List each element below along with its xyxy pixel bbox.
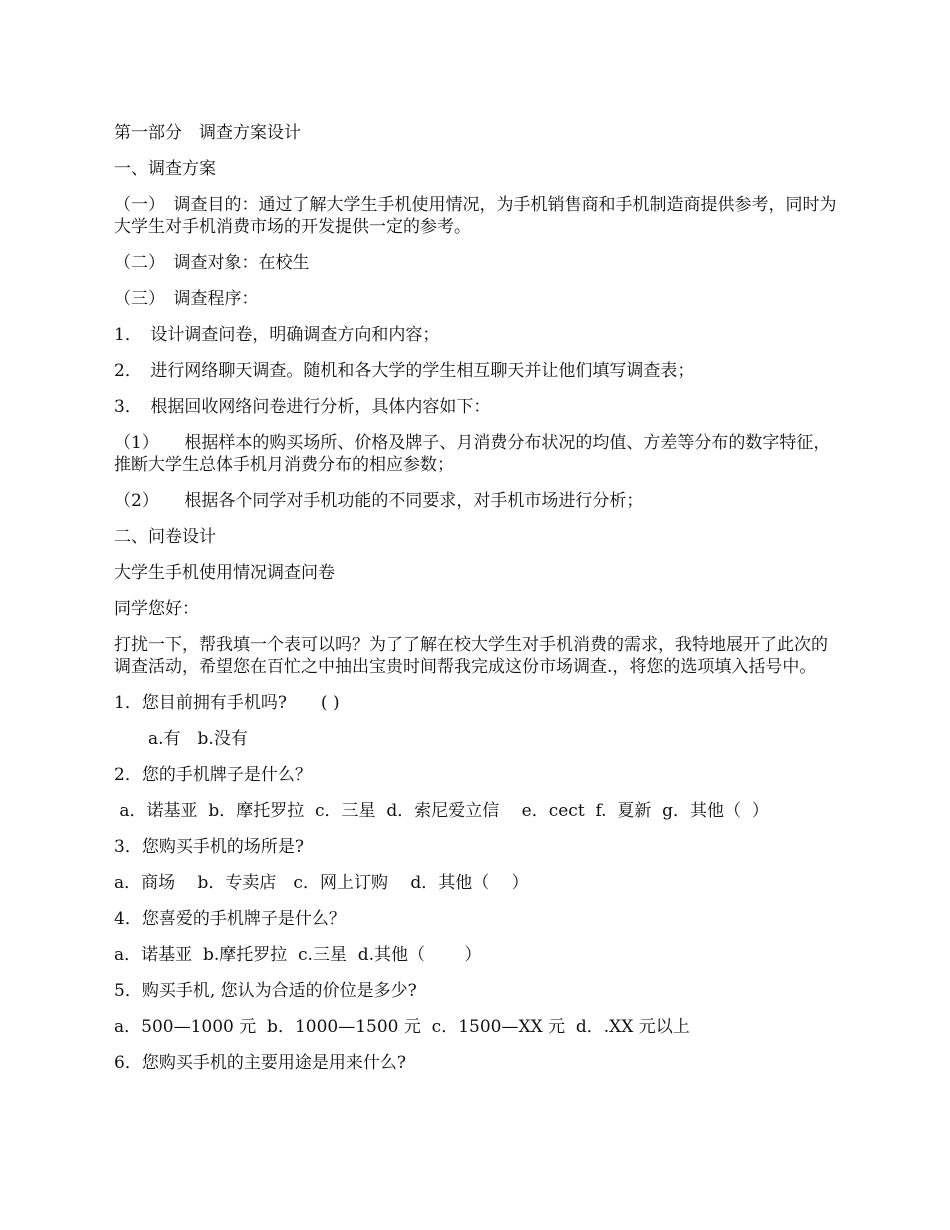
question-5-options: a．500—1000 元 b．1000—1500 元 c．1500—XX 元 d．.XX 元以上 xyxy=(114,1017,690,1037)
greeting: 同学您好： xyxy=(114,599,199,619)
section-heading-survey-plan: 一、调查方案 xyxy=(114,159,216,179)
question-2-options: a．诺基亚 b．摩托罗拉 c．三星 d．索尼爱立信 e．cect f. 夏新 g．其他（ ） xyxy=(114,801,769,821)
survey-target: （二） 调查对象：在校生 xyxy=(114,253,310,273)
analysis-item-1: （1） 根据样本的购买场所、价格及牌子、月消费分布状况的均值、方差等分布的数字特征，推断大学生总体手机月消费分布的相应参数； xyxy=(114,433,831,475)
question-3: 3．您购买手机的场所是? xyxy=(114,837,304,857)
procedure-step-2: 2． 进行网络聊天调查。随机和各大学的学生相互聊天并让他们填写调查表； xyxy=(114,361,695,381)
question-2: 2．您的手机牌子是什么？ xyxy=(114,765,312,785)
question-6: 6．您购买手机的主要用途是用来什么? xyxy=(114,1053,406,1073)
survey-procedure: （三） 调查程序： xyxy=(114,289,259,309)
question-4: 4．您喜爱的手机牌子是什么？ xyxy=(114,909,346,929)
document-page xyxy=(114,122,844,1088)
survey-purpose: （一） 调查目的：通过了解大学生手机使用情况，为手机销售商和手机制造商提供参考，同时为大学生对手机消费市场的开发提供一定的参考。 xyxy=(114,195,837,237)
analysis-item-2: （2） 根据各个同学对手机功能的不同要求，对手机市场进行分析； xyxy=(114,491,644,511)
intro-paragraph: 打扰一下，帮我填一个表可以吗？为了了解在校大学生对手机消费的需求，我特地展开了此次的调查活动，希望您在百忙之中抽出宝贵时间帮我完成这份市场调查.，将您的选项填入括号中。 xyxy=(114,635,828,677)
section-heading-questionnaire: 二、问卷设计 xyxy=(114,527,216,547)
part-heading: 第一部分 调查方案设计 xyxy=(114,123,301,143)
question-1: 1．您目前拥有手机吗? ( ) xyxy=(114,693,340,713)
question-4-options: a．诺基亚 b.摩托罗拉 c.三星 d.其他（ ） xyxy=(114,945,482,965)
question-3-options: a．商场 b．专卖店 c．网上订购 d．其他（ ） xyxy=(114,873,529,893)
questionnaire-title: 大学生手机使用情况调查问卷 xyxy=(114,563,335,583)
procedure-step-3: 3． 根据回收网络问卷进行分析，具体内容如下： xyxy=(114,397,491,417)
question-1-options: a.有 b.没有 xyxy=(148,729,248,749)
question-5: 5．购买手机, 您认为合适的价位是多少? xyxy=(114,981,417,1001)
procedure-step-1: 1． 设计调查问卷，明确调查方向和内容； xyxy=(114,325,440,345)
